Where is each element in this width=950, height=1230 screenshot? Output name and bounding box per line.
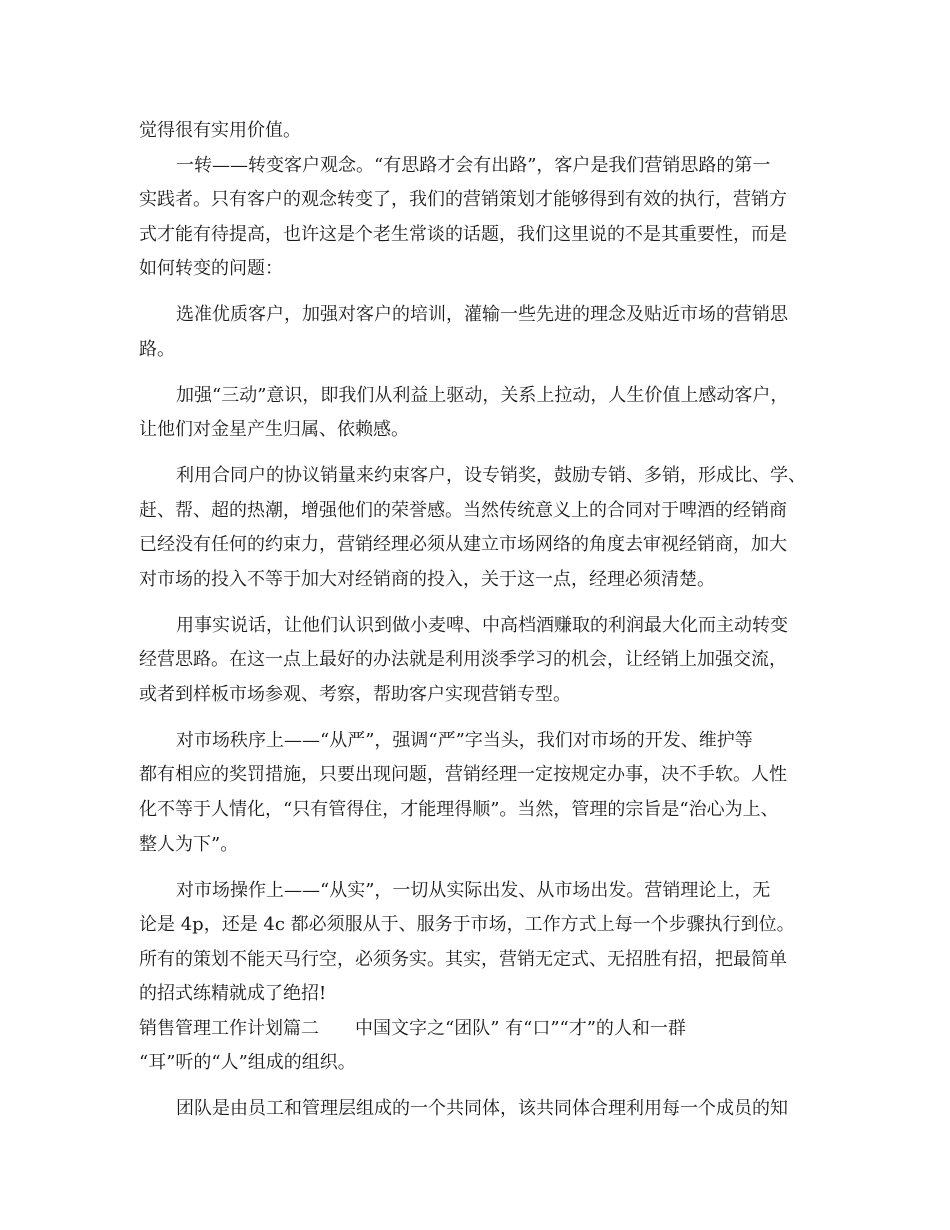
paragraph-line: 对市场操作上——“从实”，一切从实际出发、从市场出发。营销理论上，无 [176, 880, 771, 901]
paragraph-line: 如何转变的问题： [139, 258, 283, 279]
paragraph-line: 对市场秩序上——“从严”，强调“严”字当头，我们对市场的开发、维护等 [176, 730, 753, 751]
paragraph-line: 团队是由员工和管理层组成的一个共同体，该共同体合理利用每一个成员的知 [176, 1098, 788, 1119]
paragraph-line: 加强“三动”意识，即我们从利益上驱动，关系上拉动，人生价值上感动客户， [176, 385, 789, 406]
paragraph-line: 式才能有待提高，也许这是个老生常谈的话题，我们这里说的不是其重要性，而是 [139, 224, 787, 245]
paragraph-line: 路。 [139, 339, 175, 360]
paragraph-line: 所有的策划不能天马行空，必须务实。其实，营销无定式、无招胜有招，把最简单 [139, 949, 787, 970]
paragraph-line: 用事实说话，让他们认识到做小麦啤、中高档酒赚取的利润最大化而主动转变 [176, 615, 788, 636]
section-title: 销售管理工作计划篇二 [139, 1018, 319, 1039]
paragraph-line: 实践者。只有客户的观念转变了，我们的营销策划才能够得到有效的执行，营销方 [139, 189, 787, 210]
section-subtitle: 中国文字之“团队” 有“口”“才”的人和一群 [355, 1018, 686, 1039]
paragraph-line: 赶、帮、超的热潮，增强他们的荣誉感。当然传统意义上的合同对于啤酒的经销商 [139, 500, 787, 521]
paragraph-line: 都有相应的奖罚措施，只要出现问题，营销经理一定按规定办事，决不手软。人性 [139, 764, 787, 785]
paragraph-line: 化不等于人情化，“只有管得住，才能理得顺”。当然，管理的宗旨是“治心为上、 [139, 799, 779, 820]
paragraph-line: 已经没有任何的约束力，营销经理必须从建立市场网络的角度去审视经销商，加大 [139, 534, 787, 555]
paragraph-line: 的招式练精就成了绝招! [139, 983, 327, 1004]
paragraph-line: 让他们对金星产生归属、依赖感。 [139, 419, 409, 440]
paragraph-line: 经营思路。在这一点上最好的办法就是利用淡季学习的机会，让经销上加强交流， [139, 649, 787, 670]
paragraph-line: 整人为下”。 [139, 834, 239, 855]
paragraph-line: 一转——转变客户观念。“有思路才会有出路”，客户是我们营销思路的第一 [176, 155, 771, 176]
paragraph-line: 选准优质客户，加强对客户的培训，灌输一些先进的理念及贴近市场的营销思 [176, 304, 788, 325]
section-heading-line [139, 1018, 686, 1040]
paragraph-line: “耳”听的“人”组成的组织。 [139, 1052, 356, 1073]
paragraph-line: 利用合同户的协议销量来约束客户，设专销奖，鼓励专销、多销，形成比、学、 [176, 465, 806, 486]
paragraph-line: 论是 4p，还是 4c 都必须服从于、服务于市场，工作方式上每一个步骤执行到位。 [139, 914, 795, 935]
paragraph-line: 对市场的投入不等于加大对经销商的投入，关于这一点，经理必须清楚。 [139, 569, 715, 590]
paragraph-line: 觉得很有实用价值。 [139, 120, 301, 141]
paragraph-line: 或者到样板市场参观、考察，帮助客户实现营销专型。 [139, 684, 571, 705]
